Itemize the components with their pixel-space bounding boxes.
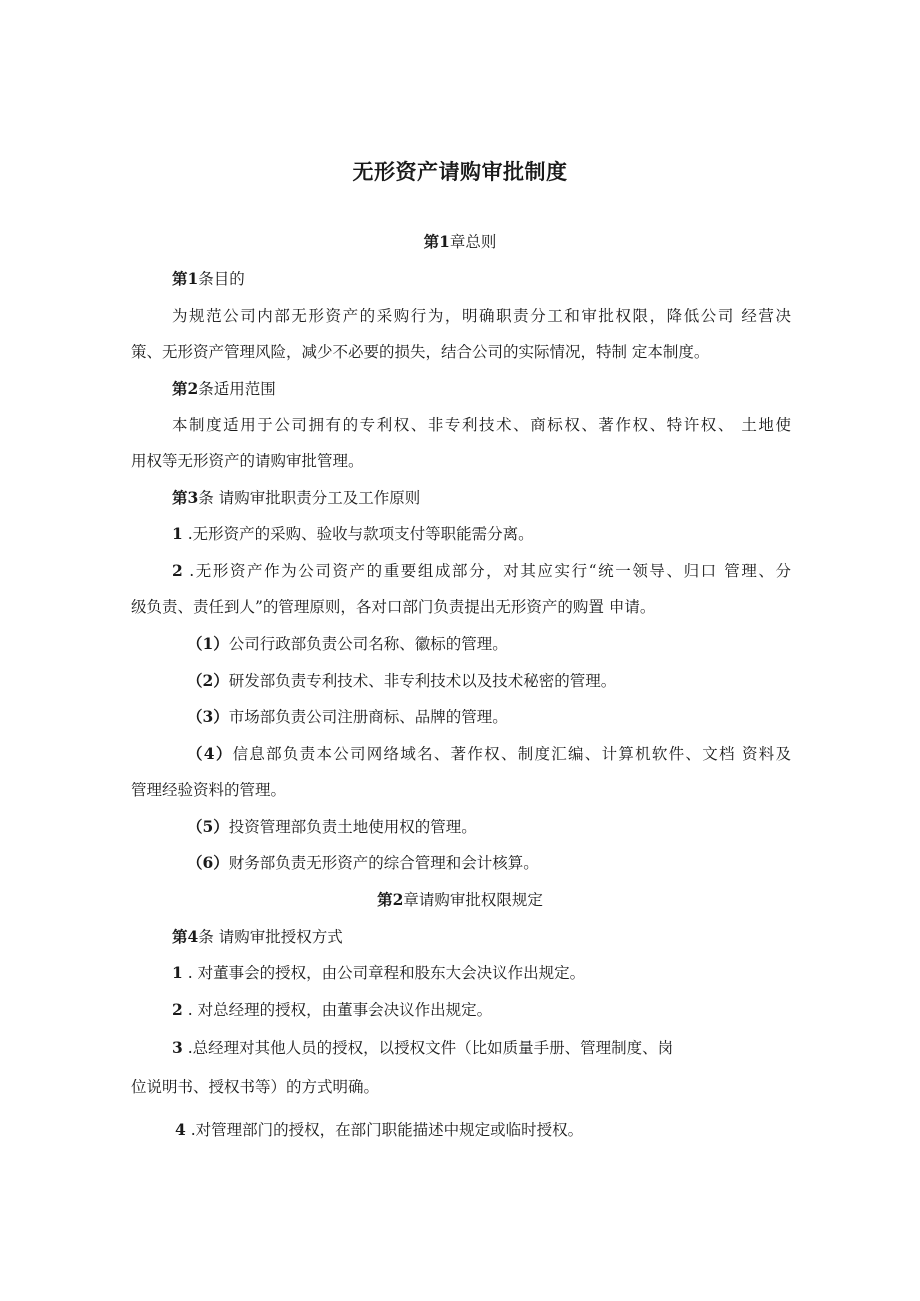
article-2-heading [172,378,276,400]
document-title: 无形资产请购审批制度 [352,160,568,184]
item-number: 2 [172,561,183,580]
chapter-text: 章请购审批权限规定 [403,891,543,909]
article-4-heading [172,926,343,948]
sub-item-4-line-1 [187,743,791,765]
sub-item-number: （5） [187,817,229,836]
sub-item-1 [187,633,508,655]
article-text: 条 请购审批授权方式 [198,928,343,946]
chapter-number: 第1 [423,232,450,251]
article-text: 条适用范围 [198,380,276,398]
sub-item-number: （3） [187,707,229,726]
sub-item-3 [187,706,508,728]
sub-item-text: 财务部负责无形资产的综合管理和会计核算。 [228,854,539,872]
article-1-paragraph-line-2: 策、无形资产管理风险，减少不必要的损失，结合公司的实际情况，特制 定本制度。 [131,343,710,361]
article-3-item-2-line-1 [172,560,791,582]
article-1-paragraph-line-1: 为规范公司内部无形资产的采购行为，明确职责分工和审批权限，降低公司 经营决 [172,307,791,325]
sub-item-4-line-2: 管理经验资料的管理。 [131,781,287,799]
article-4-item-2 [172,999,492,1021]
sub-item-number: （2） [187,671,229,690]
article-4-item-3-line-1 [172,1037,673,1059]
article-text: 条目的 [198,270,245,288]
sub-item-text: 公司行政部负责公司名称、徽标的管理。 [228,635,508,653]
item-text: . 对总经理的授权，由董事会决议作出规定。 [182,1001,493,1019]
article-number: 第4 [172,927,199,946]
item-number: 1 [172,963,183,982]
sub-item-text: 市场部负责公司注册商标、品牌的管理。 [228,708,508,726]
item-text: .总经理对其他人员的授权，以授权文件（比如质量手册、管理制度、岗 [182,1039,674,1057]
article-3-heading [172,487,420,509]
item-text: .无形资产的采购、验收与款项支付等职能需分离。 [182,525,534,543]
item-number: 1 [172,524,183,543]
article-3-item-2-line-2: 级负责、责任到人”的管理原则，各对口部门负责提出无形资产的购置 申请。 [131,598,656,616]
chapter-2-heading [0,889,920,911]
article-4-item-1 [172,962,585,984]
sub-item-text: 信息部负责本公司网络域名、著作权、制度汇编、计算机软件、文档 资料及 [232,745,791,763]
chapter-text: 章总则 [449,233,497,251]
sub-item-text: 投资管理部负责土地使用权的管理。 [228,818,477,836]
article-4-item-4 [175,1119,583,1141]
article-number: 第1 [172,269,199,288]
article-2-paragraph-line-2: 用权等无形资产的请购审批管理。 [131,452,364,470]
item-number: 2 [172,1000,183,1019]
sub-item-number: （1） [187,634,229,653]
chapter-1-heading [0,231,920,253]
sub-item-5 [187,816,477,838]
item-text: . 对董事会的授权，由公司章程和股东大会决议作出规定。 [182,964,586,982]
article-text: 条 请购审批职责分工及工作原则 [198,489,421,507]
sub-item-2 [187,670,616,692]
sub-item-number: （6） [187,853,229,872]
article-number: 第3 [172,488,199,507]
article-2-paragraph-line-1: 本制度适用于公司拥有的专利权、非专利技术、商标权、著作权、特许权、 土地使 [172,416,791,434]
item-number: 4 [175,1120,186,1139]
article-number: 第2 [172,379,199,398]
article-1-heading [172,268,245,290]
article-4-item-3-line-2: 位说明书、授权书等）的方式明确。 [131,1078,380,1096]
chapter-number: 第2 [377,890,404,909]
item-number: 3 [172,1038,183,1057]
item-text: .对管理部门的授权，在部门职能描述中规定或临时授权。 [185,1121,584,1139]
item-text: .无形资产作为公司资产的重要组成部分，对其应实行“统一领导、归口 管理、分 [182,562,791,580]
sub-item-number: （4） [187,744,233,763]
article-3-item-1 [172,523,534,545]
sub-item-text: 研发部负责专利技术、非专利技术以及技术秘密的管理。 [228,672,617,690]
sub-item-6 [187,852,539,874]
